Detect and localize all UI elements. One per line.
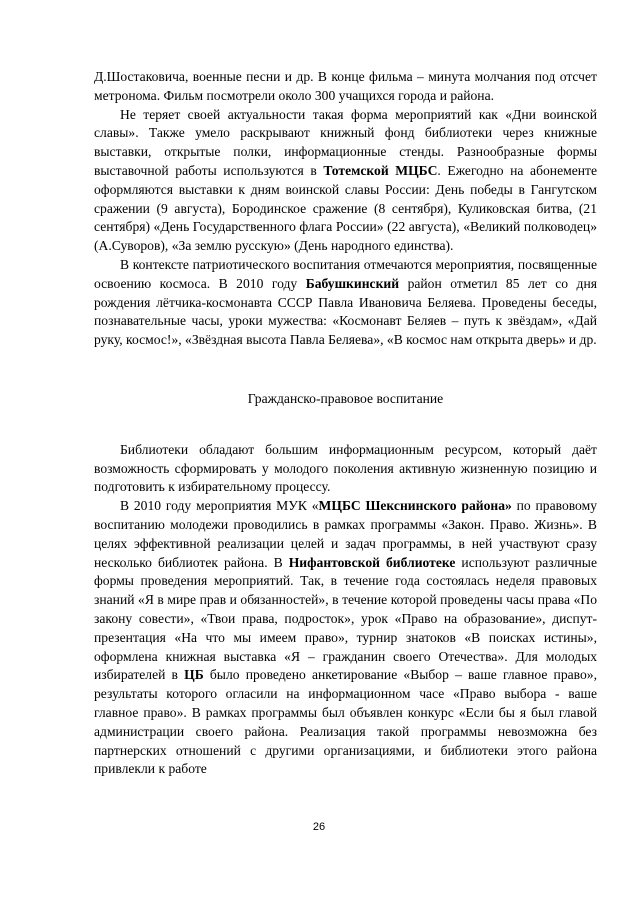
- paragraph-3-text-a: В контексте патриотического воспитания отмечаются мероприятия, посвященные освоению космоса. В 2010 году: [94, 256, 597, 291]
- paragraph-5-bold-c: ЦБ: [184, 667, 204, 683]
- paragraph-5-text-b: по правовому воспитанию молодежи проводились в рамках программы «Закон. Право. Жизнь». В целях эффективной реализации целей и задач программы, в ней участвуют сразу несколько библиотек района. В: [94, 498, 597, 570]
- paragraph-2-bold-a: Тотемской МЦБС: [323, 162, 438, 178]
- paragraph-4: [94, 441, 597, 497]
- paragraph-5-text-d: было проведено анкетирование «Выбор – ваше главное право», результаты которого огласили на информационном часе «Право выбора - ваше главное право». В рамках программы был объявлен конкурс «Если бы я был главой администрации своего района. Реализация такой программы невозможна без партнерских отношений с другими организациями, и библиотеки этого района привлекли к работе: [94, 667, 597, 777]
- paragraph-1-text: Д.Шостаковича, военные песни и др. В конце фильма – минута молчания под отсчет метронома. Фильм посмотрели около 300 учащихся города и района.: [94, 69, 597, 103]
- paragraph-1: [94, 68, 597, 106]
- paragraph-5-text-a: В 2010 году мероприятия МУК «: [120, 498, 319, 514]
- page-number: 26: [312, 821, 326, 833]
- paragraph-5-bold-b: Нифантовской библиотеке: [288, 554, 456, 570]
- section-heading: Гражданско-правовое воспитание: [247, 390, 444, 406]
- paragraph-3-text-b: район отметил 85 лет со дня рождения лётчика-космонавта СССР Павла Ивановича Беляева. Проведены беседы, познавательные часы, уроки мужества: «Космонавт Беляев – путь к звёздам», «Дай руку, космос!», «Звёздная высота Павла Беляева», «В космос нам открыта дверь» и др.: [94, 275, 597, 348]
- paragraph-2: [94, 106, 597, 256]
- paragraph-5: [94, 497, 597, 779]
- paragraph-3: [94, 256, 597, 350]
- paragraph-5-bold-a: МЦБС Шекснинского района»: [318, 498, 512, 514]
- paragraph-4-text: Библиотеки обладают большим информационным ресурсом, который даёт возможность сформировать у молодого поколения активную жизненную позицию и подготовить к избирательному процессу.: [94, 441, 597, 495]
- paragraph-2-text-b: . Ежегодно на абонементе оформляются выставки к дням воинской славы России: День победы в Гангутском сражении (9 августа), Бородинское сражение (8 сентября), Куликовская битва, (21 сентября) «День Государственного флага России» (22 августа), «Великий полководец» (А.Суворов), «За землю русскую» (День народного единства).: [94, 162, 597, 254]
- paragraph-2-text-a: Не теряет своей актуальности такая форма мероприятий как «Дни воинской славы». Также умело раскрывают книжный фонд библиотеки через книжные выставки, открытые полки, информационные стенды. Разнообразные формы выставочной работы используются в: [94, 106, 597, 178]
- paragraph-3-bold-a: Бабушкинский: [305, 275, 400, 291]
- paragraph-5-text-c: используют различные формы проведения мероприятий. Так, в течение года состоялась неделя правовых знаний «Я в мире прав и обязанностей», в течение которой проведены часы права «По закону совести», «Твои права, подросток», урок «Право на образование», диспут-презентация «На что мы имеем право», турнир знатоков «В поисках истины», оформлена книжная выставка «Я – гражданин своего Отечества». Для молодых избирателей в: [94, 554, 597, 683]
